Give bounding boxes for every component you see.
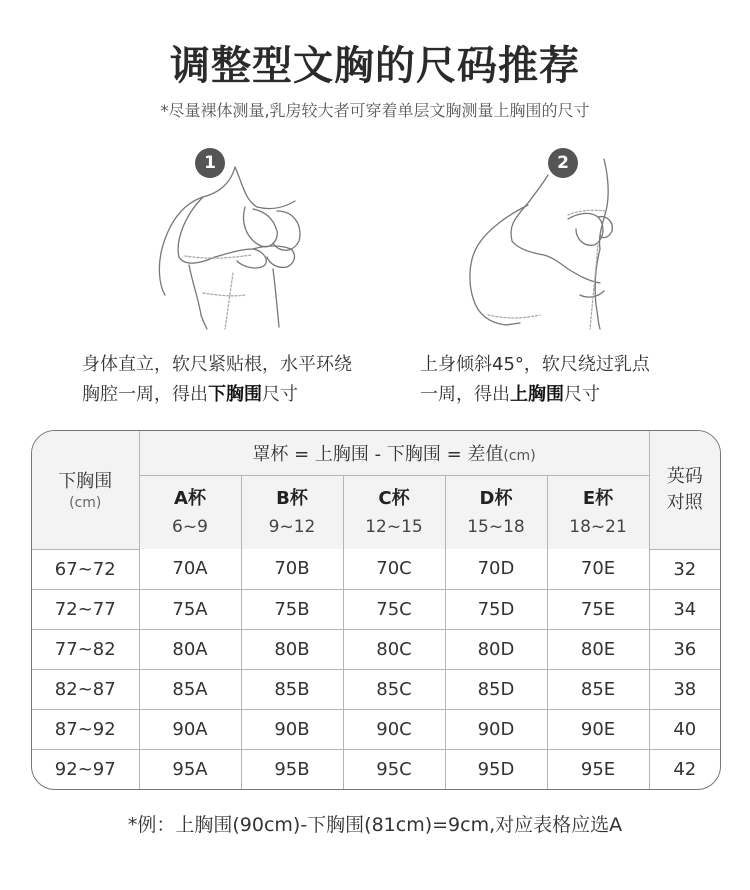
- uk-size-cell: 40: [649, 709, 720, 749]
- cup-header-4: [547, 476, 649, 550]
- formula-unit: (cm): [503, 448, 536, 465]
- cup-name: B杯: [276, 487, 308, 509]
- bra-size-cell: 85E: [547, 669, 649, 709]
- caption-text: 一周，得出: [420, 384, 510, 405]
- cup-name: D杯: [479, 487, 513, 509]
- table-row: [32, 629, 720, 669]
- bra-size-cell: 80C: [343, 629, 445, 669]
- step-1-caption-line2: [82, 380, 352, 410]
- bra-size-cell: 85C: [343, 669, 445, 709]
- page-title: 调整型文胸的尺码推荐: [170, 43, 580, 89]
- bra-size-cell: 75B: [241, 589, 343, 629]
- bra-size-cell: 95C: [343, 749, 445, 789]
- underbust-range-cell: 67~72: [32, 549, 139, 589]
- underbust-range-cell: 72~77: [32, 589, 139, 629]
- bra-size-cell: 80B: [241, 629, 343, 669]
- table-row: [32, 709, 720, 749]
- uk-size-label-1: 英码: [666, 465, 703, 487]
- bra-size-cell: 80E: [547, 629, 649, 669]
- bra-size-cell: 95E: [547, 749, 649, 789]
- bra-size-cell: 80D: [445, 629, 547, 669]
- bra-size-cell: 70E: [547, 549, 649, 589]
- bra-size-cell: 75C: [343, 589, 445, 629]
- bra-size-cell: 85A: [139, 669, 241, 709]
- step-2-caption-line2: [420, 380, 650, 410]
- underbust-label: 下胸围: [58, 470, 113, 492]
- cup-header-1: [241, 476, 343, 550]
- caption-emphasis: 上胸围: [510, 384, 564, 405]
- measure-underbust-illustration: [145, 145, 375, 330]
- step-1-caption: [82, 350, 352, 410]
- page-subtitle: *尽量裸体测量,乳房较大者可穿着单层文胸测量上胸围的尺寸: [160, 101, 590, 120]
- cup-range: 18~21: [569, 516, 627, 537]
- caption-text: 尺寸: [262, 384, 298, 405]
- uk-size-cell: 32: [649, 549, 720, 589]
- step-2-figure: [448, 145, 678, 330]
- step-2-badge: 2: [548, 148, 578, 178]
- table-row: [32, 589, 720, 629]
- cup-name: E杯: [582, 487, 614, 509]
- cup-header-2: [343, 476, 445, 550]
- bra-size-cell: 90B: [241, 709, 343, 749]
- cup-formula: 罩杯 = 上胸围 - 下胸围 = 差值: [252, 444, 504, 466]
- uk-size-cell: 36: [649, 629, 720, 669]
- cup-range: 9~12: [268, 516, 316, 537]
- bra-size-cell: 70D: [445, 549, 547, 589]
- underbust-range-cell: 92~97: [32, 749, 139, 789]
- bra-size-cell: 75E: [547, 589, 649, 629]
- uk-size-cell: 42: [649, 749, 720, 789]
- bra-size-cell: 90C: [343, 709, 445, 749]
- size-chart-table: [31, 430, 721, 790]
- bra-size-cell: 70A: [139, 549, 241, 589]
- uk-size-header: [649, 431, 720, 549]
- table-row: [32, 549, 720, 589]
- uk-size-label-2: 对照: [666, 491, 703, 513]
- cup-name: C杯: [378, 487, 410, 509]
- table-row: [32, 749, 720, 789]
- step-1-caption-line1: 身体直立，软尺紧贴根，水平环绕: [82, 354, 352, 375]
- step-1-figure: [145, 145, 375, 330]
- underbust-unit: (cm): [69, 494, 102, 511]
- cup-range: 12~15: [365, 516, 423, 537]
- cup-header-0: [139, 476, 241, 550]
- step-1-badge: 1: [195, 148, 225, 178]
- bra-size-cell: 80A: [139, 629, 241, 669]
- step-2-caption: [420, 350, 650, 410]
- bra-size-cell: 70B: [241, 549, 343, 589]
- cup-range: 15~18: [467, 516, 525, 537]
- bra-size-cell: 95A: [139, 749, 241, 789]
- bra-size-cell: 70C: [343, 549, 445, 589]
- uk-size-cell: 34: [649, 589, 720, 629]
- bra-size-cell: 85D: [445, 669, 547, 709]
- cup-formula-header: [139, 431, 649, 476]
- example-note: *例：上胸围(90cm)-下胸围(81cm)=9cm,对应表格应选A: [127, 814, 623, 836]
- bra-size-cell: 85B: [241, 669, 343, 709]
- cup-range: 6~9: [172, 516, 208, 537]
- table-row: [32, 669, 720, 709]
- step-2-caption-line1: 上身倾斜45°，软尺绕过乳点: [420, 354, 650, 375]
- cup-name: A杯: [174, 487, 206, 509]
- underbust-range-cell: 82~87: [32, 669, 139, 709]
- underbust-range-cell: 87~92: [32, 709, 139, 749]
- bra-size-cell: 75D: [445, 589, 547, 629]
- bra-size-cell: 90E: [547, 709, 649, 749]
- bra-size-cell: 75A: [139, 589, 241, 629]
- underbust-header: [32, 431, 139, 549]
- bra-size-cell: 95B: [241, 749, 343, 789]
- uk-size-cell: 38: [649, 669, 720, 709]
- caption-emphasis: 下胸围: [208, 384, 262, 405]
- bra-size-cell: 95D: [445, 749, 547, 789]
- bra-size-cell: 90D: [445, 709, 547, 749]
- cup-header-3: [445, 476, 547, 550]
- bra-size-cell: 90A: [139, 709, 241, 749]
- caption-text: 尺寸: [564, 384, 600, 405]
- underbust-range-cell: 77~82: [32, 629, 139, 669]
- caption-text: 胸腔一周，得出: [82, 384, 208, 405]
